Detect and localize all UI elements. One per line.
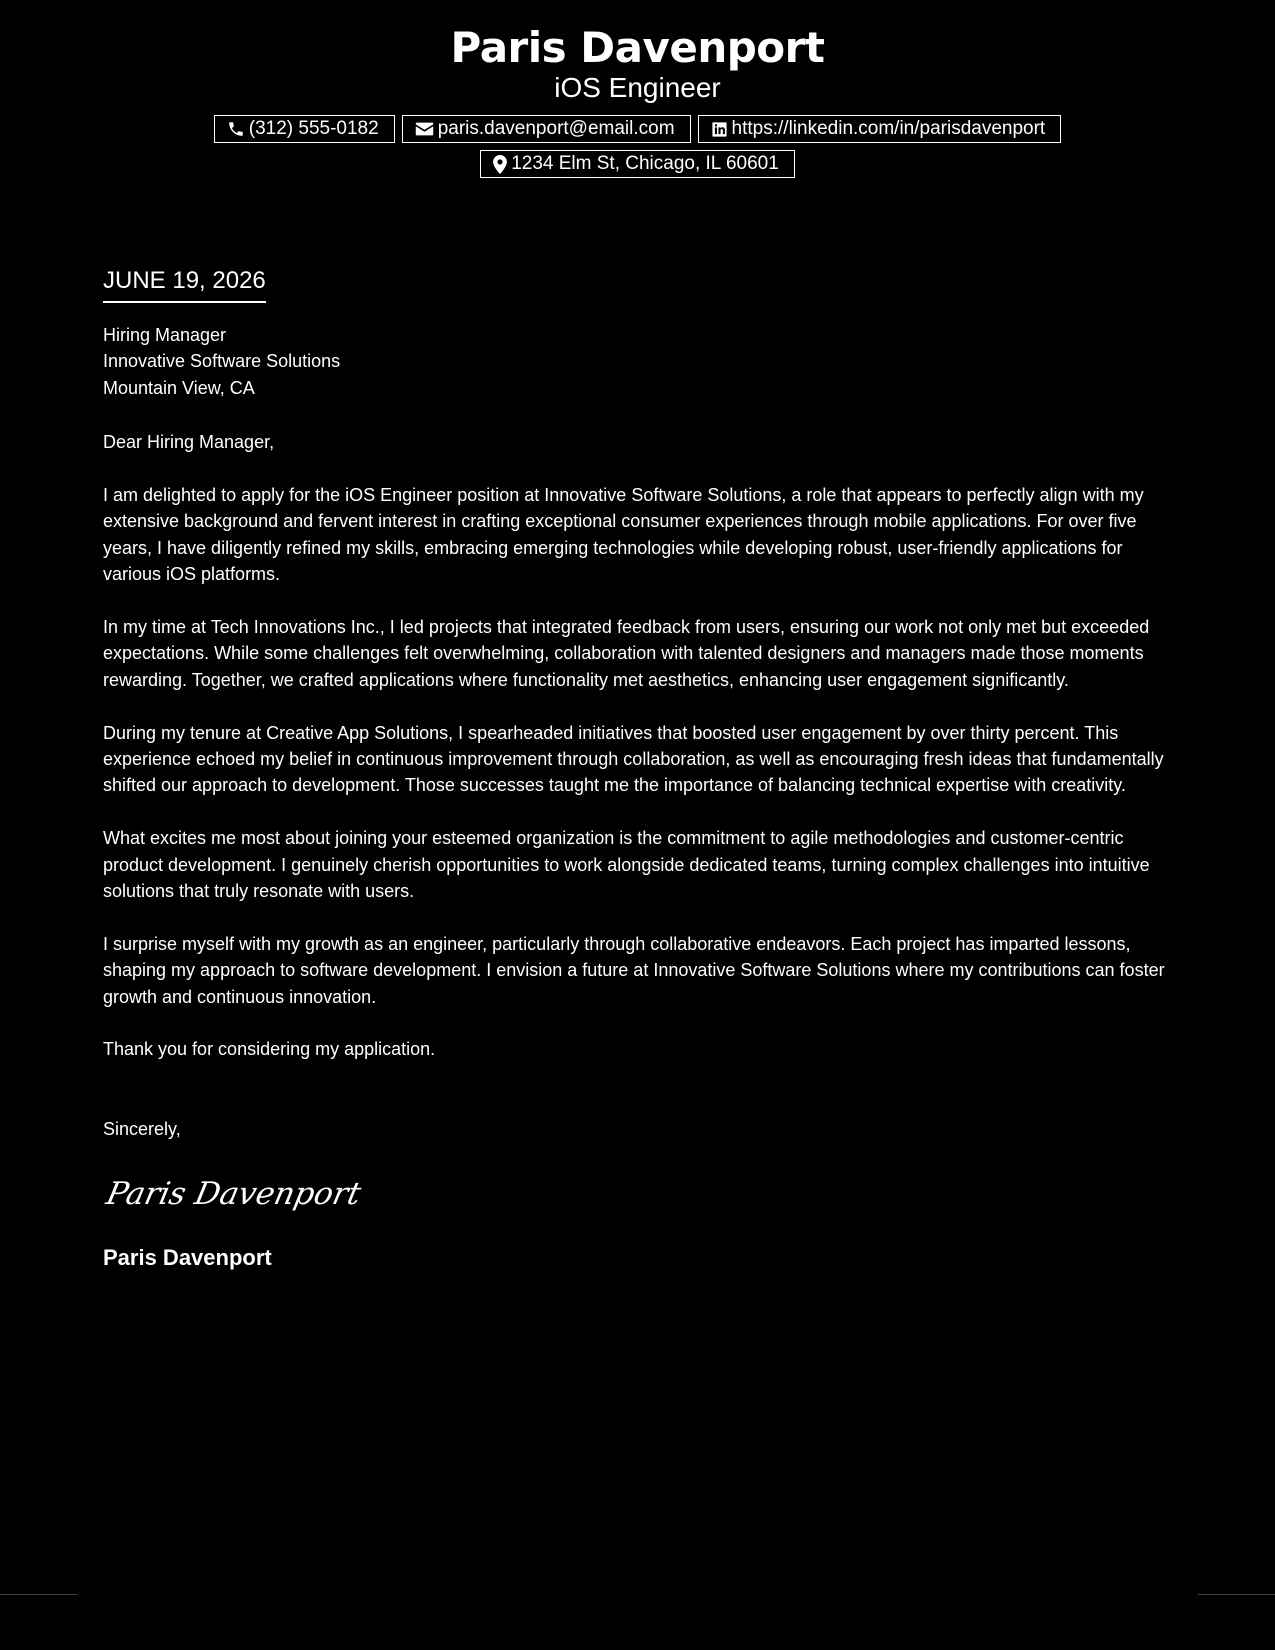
thank-you-line: Thank you for considering my application.: [103, 1039, 436, 1060]
paragraph-1: I am delighted to apply for the iOS Engineer position at Innovative Software Solutions, a role that appears to perfectly align with my extensive background and fervent interest in crafting exceptional consumer experiences through mobile applications. For over five years, I have diligently refined my skills, embracing emerging technologies while developing robust, user-friendly applications for various iOS platforms.: [103, 484, 1144, 585]
closing: Sincerely,: [103, 1118, 181, 1139]
footer-rule-left: [0, 1594, 77, 1595]
letter-header: [0, 22, 1275, 178]
contact-row: [0, 115, 1275, 143]
signature-glyphs: Paris Davenport: [103, 1176, 365, 1213]
address-row: [0, 150, 1275, 178]
recipient-location: Mountain View, CA: [103, 377, 255, 398]
applicant-title: iOS Engineer: [554, 72, 721, 103]
greeting: Dear Hiring Manager,: [103, 432, 275, 453]
recipient-company: Innovative Software Solutions: [103, 351, 341, 372]
email-chip[interactable]: [402, 115, 691, 143]
letter-date: JUNE 19, 2026: [103, 266, 266, 303]
email-text: paris.davenport@email.com: [437, 118, 675, 139]
paragraph-2: In my time at Tech Innovations Inc., I led projects that integrated feedback from users, ensuring our work not only met but exceeded expectations. While some challenges felt overwhelming, collaboration with talented designers and managers made those moments rewarding. Together, we crafted applications where functionality met aesthetics, enhancing user engagement significantly.: [103, 616, 1150, 690]
address-text: 1234 Elm St, Chicago, IL 60601: [511, 153, 779, 174]
linkedin-text: https://linkedin.com/in/parisdavenport: [731, 118, 1046, 139]
phone-text: (312) 555-0182: [248, 118, 379, 139]
letter-body: [103, 266, 1178, 1272]
recipient-name: Hiring Manager: [103, 325, 227, 345]
footer-rule-right: [1198, 1594, 1275, 1595]
phone-icon: [227, 120, 245, 138]
phone-chip[interactable]: [214, 115, 395, 143]
handwritten-signature: [103, 1166, 1178, 1222]
recipient-block: [103, 322, 1178, 401]
paragraph-4: What excites me most about joining your esteemed organization is the commitment to agile methodologies and customer-centric product development. I genuinely cherish opportunities to work alongside dedicated teams, turning complex challenges into intuitive solutions that truly resonate with users.: [103, 828, 1150, 902]
paragraph-5: I surprise myself with my growth as an engineer, particularly through collaborative endeavors. Each project has imparted lessons, shaping my approach to software development. I envision a future at Innovative Software Solutions where my contributions can foster growth and continuous innovation.: [103, 933, 1165, 1007]
linkedin-icon: [711, 121, 728, 138]
signer-name: Paris Davenport: [103, 1245, 272, 1271]
linkedin-chip[interactable]: [698, 115, 1062, 143]
paragraph-3: During my tenure at Creative App Solutions, I spearheaded initiatives that boosted user engagement by over thirty percent. This experience echoed my belief in continuous improvement through collaboration, as well as encouraging fresh ideas that fundamentally shifted our approach to development. Those successes taught me the importance of balancing technical expertise with creativity.: [103, 722, 1164, 796]
applicant-name: Paris Davenport: [450, 23, 825, 72]
envelope-icon: [415, 121, 434, 137]
address-chip: [480, 150, 795, 178]
map-marker-icon: [493, 155, 507, 174]
